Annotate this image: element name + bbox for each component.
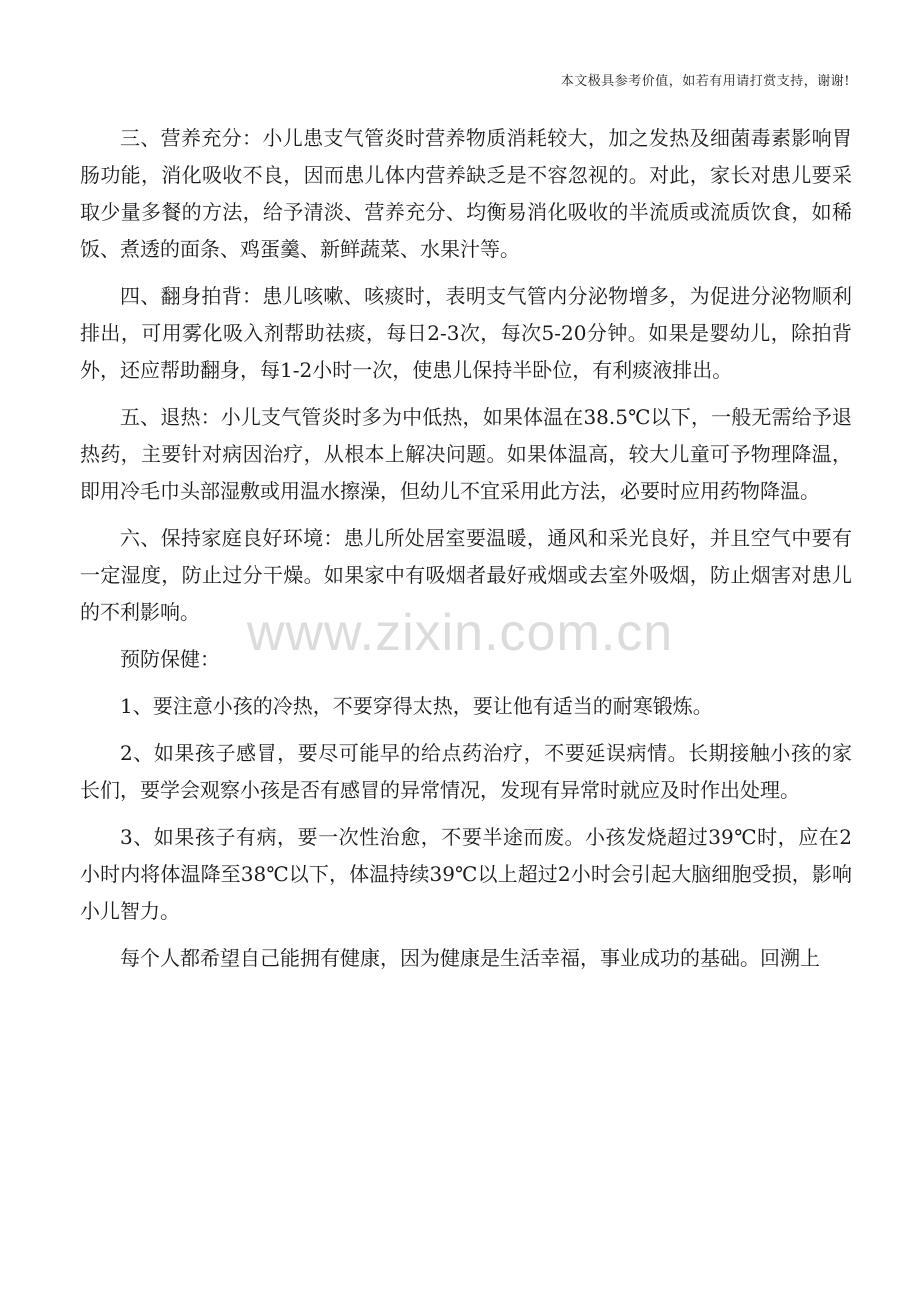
paragraph-fever-reduction: 五、退热：小儿支气管炎时多为中低热，如果体温在38.5℃以下，一般无需给予退热药，主要针对病因治疗，从根本上解决问题。如果体温高，较大儿童可予物理降温，即用冷毛巾头部湿敷或用温水擦澡，但幼儿不宜采用此方法，必要时应用药物降温。	[80, 405, 852, 503]
paragraph-prevention-heading: 预防保健：	[120, 647, 220, 671]
paragraph-health-closing: 每个人都希望自己能拥有健康，因为健康是生活幸福，事业成功的基础。回溯上	[120, 946, 820, 970]
paragraph-prevention-2: 2、如果孩子感冒，要尽可能早的给点药治疗，不要延误病情。长期接触小孩的家长们，要学会观察小孩是否有感冒的异常情况，发现有异常时就应及时作出处理。	[80, 741, 852, 802]
paragraph-nutrition: 三、营养充分：小儿患支气管炎时营养物质消耗较大，加之发热及细菌毒素影响胃肠功能，消化吸收不良，因而患儿体内营养缺乏是不容忽视的。对此，家长对患儿要采取少量多餐的方法，给予清淡、营养充分、均衡易消化吸收的半流质或流质饮食，如稀饭、煮透的面条、鸡蛋羹、新鲜蔬菜、水果汁等。	[80, 126, 852, 261]
watermark: www.zixin.com.cn	[246, 604, 674, 662]
paragraph-home-environment: 六、保持家庭良好环境：患儿所处居室要温暖，通风和采光良好，并且空气中要有一定湿度，防止过分干燥。如果家中有吸烟者最好戒烟或去室外吸烟，防止烟害对患儿的不利影响。	[80, 526, 852, 624]
paragraph-prevention-1: 1、要注意小孩的冷热，不要穿得太热，要让他有适当的耐寒锻炼。	[120, 694, 713, 718]
document-body	[80, 120, 852, 987]
paragraph-prevention-3: 3、如果孩子有病，要一次性治愈，不要半途而废。小孩发烧超过39℃时，应在2小时内将体温降至38℃以下，体温持续39℃以上超过2小时会引起大脑细胞受损，影响小儿智力。	[80, 825, 852, 923]
paragraph-turn-and-pat: 四、翻身拍背：患儿咳嗽、咳痰时，表明支气管内分泌物增多，为促进分泌物顺利排出，可用雾化吸入剂帮助祛痰，每日2-3次，每次5-20分钟。如果是婴幼儿，除拍背外，还应帮助翻身，每1-2小时一次，使患儿保持半卧位，有利痰液排出。	[80, 284, 852, 382]
header-note: 本文极具参考价值，如若有用请打赏支持，谢谢!	[560, 74, 850, 89]
